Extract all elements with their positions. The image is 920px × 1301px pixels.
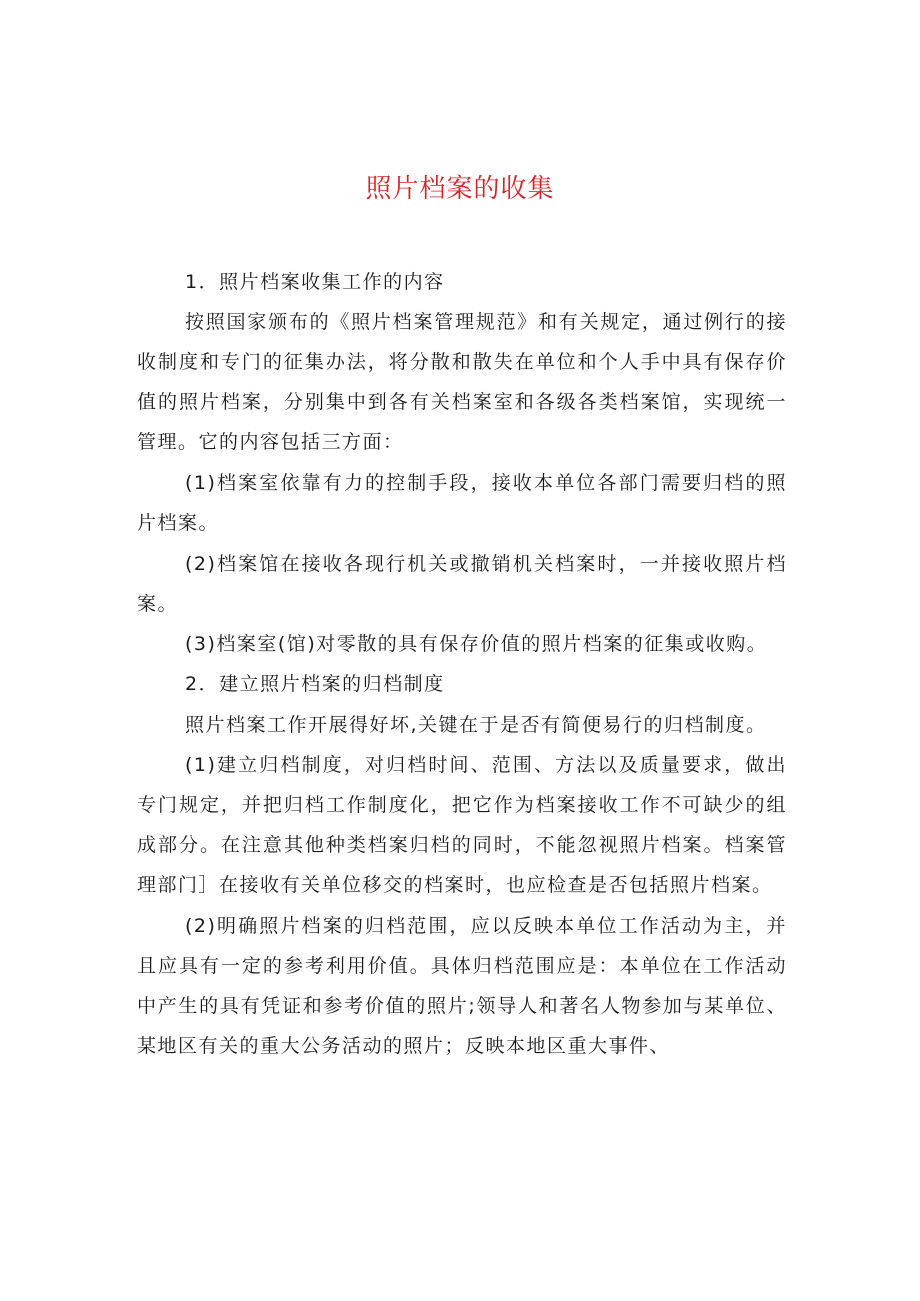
paragraph-archiving-rule-2: (2)明确照片档案的归档范围，应以反映本单位工作活动为主，并且应具有一定的参考利用价值。具体归档范围应是：本单位在工作活动中产生的具有凭证和参考价值的照片;领导人和著名人物参加与某单位、某地区有关的重大公务活动的照片；反映本地区重大事件、 — [137, 915, 787, 1057]
paragraph-item-1: (1)档案室依靠有力的控制手段，接收本单位各部门需要归档的照片档案。 — [137, 472, 787, 534]
document-title: 照片档案的收集 — [365, 174, 555, 204]
paragraph-archiving-rule-1: (1)建立归档制度，对归档时间、范围、方法以及质量要求，做出专门规定，并把归档工作制度化，把它作为档案接收工作不可缺少的组成部分。在注意其他种类档案归档的同时，不能忽视照片档案。档案管理部门］在接收有关单位移交的档案时，也应检查是否包括照片档案。 — [137, 754, 787, 896]
section-heading-2: 2．建立照片档案的归档制度 — [185, 673, 445, 695]
section-heading-1: 1．照片档案收集工作的内容 — [185, 271, 445, 293]
paragraph-item-2: (2)档案馆在接收各现行机关或撤销机关档案时，一并接收照片档案。 — [137, 553, 787, 615]
paragraph-intro: 按照国家颁布的《照片档案管理规范》和有关规定，通过例行的接收制度和专门的征集办法，将分散和散失在单位和个人手中具有保存价值的照片档案，分别集中到各有关档案室和各级各类档案馆，实现统一管理。它的内容包括三方面： — [137, 311, 787, 453]
paragraph-item-3: (3)档案室(馆)对零散的具有保存价值的照片档案的征集或收购。 — [185, 633, 768, 655]
document-body — [137, 262, 787, 1066]
paragraph-archiving-key: 照片档案工作开展得好坏,关键在于是否有简便易行的归档制度。 — [185, 714, 767, 736]
